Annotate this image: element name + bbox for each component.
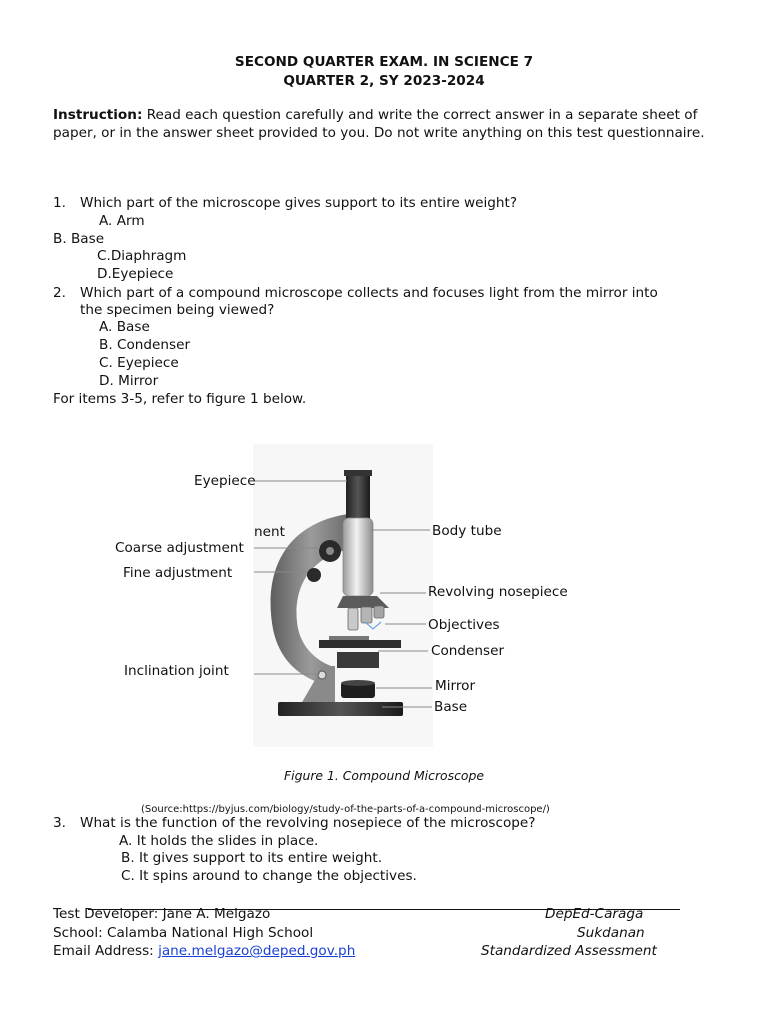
label-base: Base (434, 699, 468, 715)
label-revolving-nosepiece: Revolving nosepiece (428, 584, 568, 600)
footer-developer: Test Developer: Jane A. Melgazo (53, 906, 271, 922)
q3-option-c: C. It spins around to change the objectives. (121, 868, 417, 884)
figure-source: (Source:https://byjus.com/biology/study-of-the-parts-of-a-compound-microscope/) (141, 804, 550, 815)
label-condenser: Condenser (431, 643, 505, 659)
label-fine-adjustment: Fine adjustment (123, 565, 233, 581)
q3-option-b: B. It gives support to its entire weight. (121, 850, 383, 866)
footer-email (53, 943, 355, 960)
label-objectives: Objectives (428, 617, 500, 633)
q2-number: 2. (53, 285, 66, 301)
q3-option-a: A. It holds the slides in place. (119, 833, 319, 849)
instruction-text: Read each question carefully and write the correct answer in a separate sheet of paper, or in the answer sheet provided to you. Do not write anything on this test questionnaire. (53, 107, 705, 141)
q1-option-d: D.Eyepiece (97, 266, 174, 282)
footer-standardized-assessment: Standardized Assessment (481, 943, 657, 959)
q1-option-a: A. Arm (99, 213, 145, 229)
figure-intro: For items 3-5, refer to figure 1 below. (53, 391, 307, 407)
footer-deped-caraga: DepEd-Caraga (545, 906, 644, 922)
q2-option-c: C. Eyepiece (99, 355, 179, 371)
q2-text-line1: Which part of a compound microscope collects and focuses light from the mirror into (80, 285, 658, 301)
instruction-label: Instruction: (53, 107, 143, 123)
q2-option-b: B. Condenser (99, 337, 191, 353)
label-partial: nent (254, 524, 285, 540)
label-eyepiece: Eyepiece (194, 473, 256, 489)
q2-text-line2: the specimen being viewed? (80, 302, 275, 318)
label-mirror: Mirror (435, 678, 476, 694)
footer-email-label: Email Address: (53, 943, 159, 959)
q2-option-a: A. Base (99, 319, 150, 335)
footer-school: School: Calamba National High School (53, 925, 314, 941)
exam-title: SECOND QUARTER EXAM. IN SCIENCE 7 (234, 54, 534, 70)
footer-sukdanan: Sukdanan (577, 925, 645, 941)
exam-subtitle: QUARTER 2, SY 2023-2024 (283, 73, 485, 89)
q1-text: Which part of the microscope gives support to its entire weight? (80, 195, 518, 211)
q1-option-b: B. Base (53, 231, 105, 247)
label-body-tube: Body tube (432, 523, 502, 539)
q1-number: 1. (53, 195, 66, 211)
footer-email-link[interactable]: jane.melgazo@deped.gov.ph (158, 943, 356, 959)
label-coarse-adjustment: Coarse adjustment (115, 540, 244, 556)
q1-option-c: C.Diaphragm (97, 248, 187, 264)
label-inclination-joint: Inclination joint (124, 663, 229, 679)
q3-text: What is the function of the revolving nosepiece of the microscope? (80, 815, 536, 831)
figure-caption: Figure 1. Compound Microscope (284, 768, 484, 783)
q3-number: 3. (53, 815, 66, 831)
q2-option-d: D. Mirror (99, 373, 159, 389)
